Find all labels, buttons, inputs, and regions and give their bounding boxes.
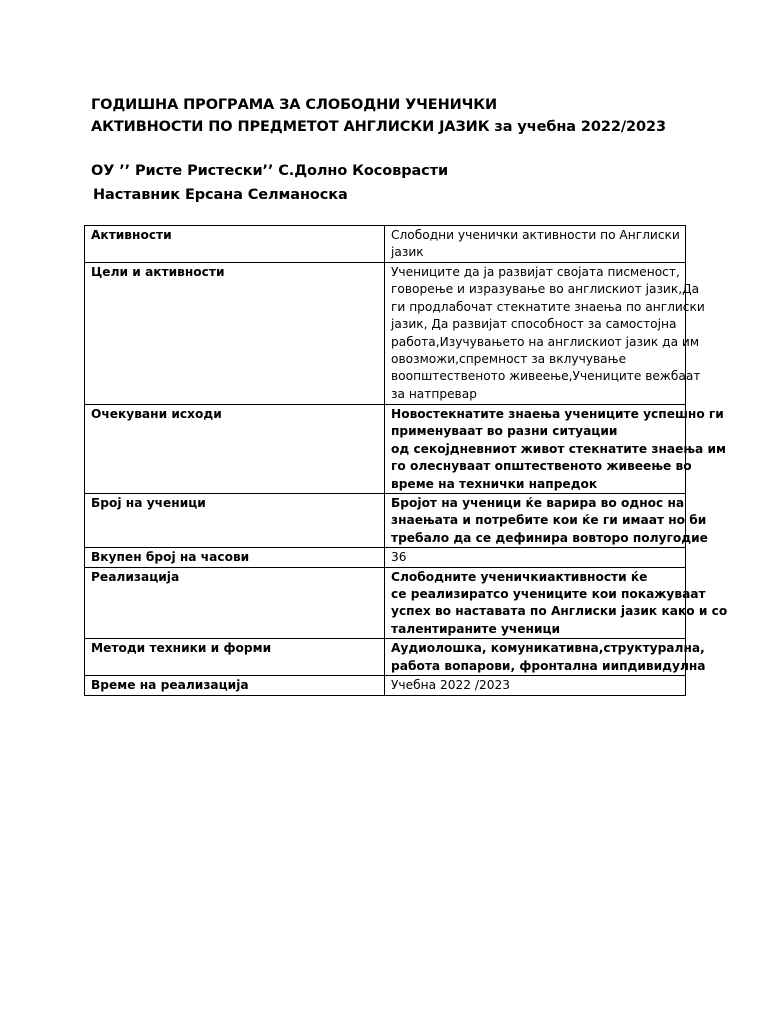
value-line: знаењата и потребите кои ќе ги имаат но би — [391, 513, 707, 528]
value-line: требало да се дефинира вовторо полугодие — [391, 530, 708, 545]
value-line: работа,Изучувањето на англискиот јазик да им — [391, 334, 700, 349]
teacher-name: Наставник Ерсана Селманоска — [93, 187, 348, 203]
table-row — [85, 405, 686, 494]
value-line: јазик, Да развијат способност за самостојна — [391, 317, 677, 332]
row-value — [385, 405, 726, 494]
row-label: Вкупен број на часови — [85, 548, 385, 567]
value-line: Новостекнатите знаења учениците успешно ги — [391, 407, 724, 421]
value-line: Учебна 2022 /2023 — [391, 678, 510, 693]
value-line: Слободни ученички активности по Англиски — [391, 228, 680, 242]
row-label: Реализација — [85, 567, 385, 639]
value-line: применуваат во разни ситуации — [391, 424, 618, 439]
document-title-line2: АКТИВНОСТИ ПО ПРЕДМЕТОТ АНГЛИСКИ ЈАЗИК за учебна 2022/2023 — [91, 119, 667, 135]
table-row — [85, 263, 686, 405]
row-label: Активности — [85, 226, 385, 263]
value-line: се реализиратсо учениците кои покажуваат — [391, 587, 706, 602]
value-line: од секојдневниот живот стекнатите знаења им — [391, 441, 726, 456]
value-line: време на технички напредок — [391, 476, 598, 491]
value-line: воопштественото живеење,Учениците вежбаат — [391, 369, 701, 384]
table-row — [85, 226, 686, 263]
row-value — [385, 263, 705, 405]
row-value — [385, 226, 686, 263]
row-value — [385, 567, 728, 639]
value-line: овозможи,спремност за вклучување — [391, 352, 627, 367]
value-line: Бројот на ученици ќе варира во однос на — [391, 496, 685, 511]
row-label: Цели и активности — [85, 263, 385, 405]
row-value — [385, 639, 706, 676]
table-row — [85, 494, 686, 548]
value-line: ги продлабочат стекнатите знаења по англиски — [391, 299, 705, 314]
value-line: Слободните ученичкиактивности ќе — [391, 569, 648, 584]
value-line: 36 — [391, 550, 407, 565]
table-row — [85, 548, 686, 567]
value-line: успех во наставата по Англиски јазик како и со — [391, 604, 728, 619]
value-line: Аудиолошка, комуникативна,структурална, — [391, 641, 705, 656]
value-line: Учениците да ја развијат својата писменост, — [391, 265, 680, 279]
program-table — [84, 225, 728, 696]
row-label: Време на реализација — [85, 676, 385, 695]
school-name: ОУ ’’ Ристе Ристески’’ С.Долно Косоврасти — [91, 163, 449, 179]
value-line: го олеснуваат општественото живеење во — [391, 459, 692, 474]
value-line: работа вопарови, фронтална иипдивидулна — [391, 658, 706, 673]
row-value — [385, 494, 708, 548]
value-line: талентираните ученици — [391, 621, 561, 636]
table-row — [85, 639, 686, 676]
document-title-line1: ГОДИШНА ПРОГРАМА ЗА СЛОБОДНИ УЧЕНИЧКИ — [91, 97, 498, 113]
value-line: говорење и изразување во англискиот јазик,Да — [391, 282, 700, 297]
program-table-body — [85, 226, 728, 696]
value-line: јазик — [391, 245, 424, 260]
row-label: Број на ученици — [85, 494, 385, 548]
table-row — [85, 676, 686, 695]
value-line: за натпревар — [391, 386, 477, 401]
row-value — [385, 676, 686, 695]
table-row — [85, 567, 686, 639]
row-label: Методи техники и форми — [85, 639, 385, 676]
row-value — [385, 548, 686, 567]
row-label: Очекувани исходи — [85, 405, 385, 494]
